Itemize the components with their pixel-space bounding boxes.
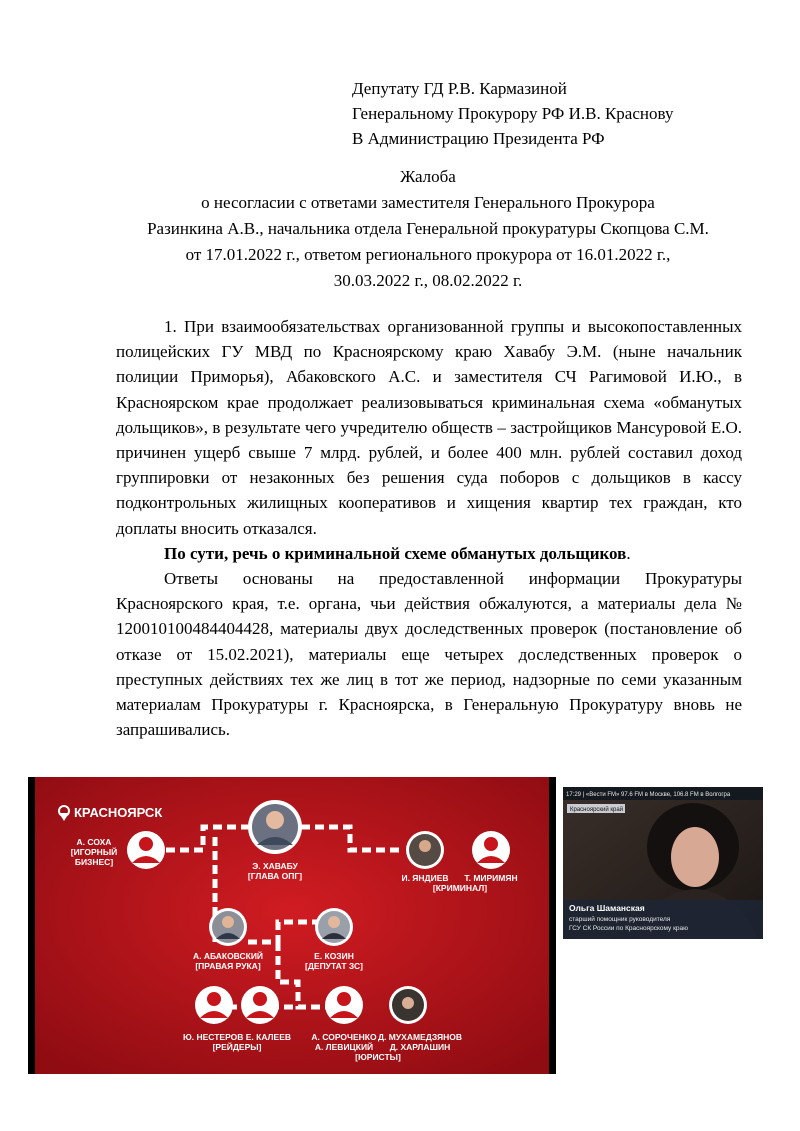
avatar-sorochenko xyxy=(325,986,363,1024)
addressee-line: Генеральному Прокурору РФ И.В. Краснову xyxy=(352,104,674,123)
label-mirimyan: [КРИМИНАЛ] xyxy=(432,883,488,893)
paragraph-2-end: . xyxy=(626,543,631,563)
tv-tag: Красноярский край xyxy=(570,807,624,813)
complaint-body xyxy=(116,314,742,742)
title-line: 30.03.2022 г., 08.02.2022 г. xyxy=(333,271,523,290)
addressee-block xyxy=(352,76,673,151)
label-soha: БИЗНЕС] xyxy=(74,857,114,867)
label-lawyers: [ЮРИСТЫ] xyxy=(355,1052,401,1062)
label-kozin: [ДЕПУТАТ ЗС] xyxy=(305,961,363,971)
paragraph-2 xyxy=(116,541,742,566)
label-sorochenko: А. ЛЕВИЦКИЙ xyxy=(314,1042,374,1052)
label-soha: [ИГОРНЫЙ xyxy=(70,847,118,857)
avatar-havabu xyxy=(248,800,302,854)
org-scheme-image xyxy=(28,777,556,1074)
avatar-nesterov xyxy=(195,986,233,1024)
paragraph-2-text: По сути, речь о криминальной схеме обманутых дольщиков xyxy=(164,543,627,563)
addressee-line: Депутату ГД Р.В. Кармазиной xyxy=(352,79,567,98)
tv-screenshot-image xyxy=(563,787,763,939)
title-heading: Жалоба xyxy=(400,167,456,186)
tv-screenshot-svg xyxy=(563,787,763,939)
tv-caption: ГСУ СК России по Красноярскому краю xyxy=(569,925,689,932)
label-nesterov: Ю. НЕСТЕРОВ Е. КАЛЕЕВ xyxy=(182,1032,292,1042)
avatar-muhamedzyanov xyxy=(389,986,427,1024)
avatar-yandiev xyxy=(406,831,444,869)
tv-ticker: 17:29 | «Вести FM» 97.6 FM в Москве, 106.8 FM в Волгогра xyxy=(566,792,731,798)
avatar-soha xyxy=(127,831,165,869)
label-muhamedzyanov: Д. МУХАМЕДЗЯНОВ xyxy=(378,1032,462,1042)
avatar-mirimyan xyxy=(472,831,510,869)
label-muhamedzyanov: Д. ХАРЛАШИН xyxy=(389,1042,451,1052)
org-scheme-svg xyxy=(28,777,556,1074)
region-label: КРАСНОЯРСК xyxy=(74,805,163,820)
label-havabu: [ГЛАВА ОПГ] xyxy=(247,871,303,881)
label-abakovsky: [ПРАВАЯ РУКА] xyxy=(195,961,261,971)
paragraph-1: 1. При взаимообязательствах организованной группы и высокопоставленных полицейских ГУ МВД по Красноярскому краю Хавабу Э.М. (ныне начальник полиции Приморья), Абаковского А.С. и заместителя СЧ Рагимовой И.Ю., в Красноярском крае продолжает реализовываться криминальная схема «обманутых дольщиков», в результате чего учредителю обществ – застройщиков Мансуровой Е.О. причинен ущерб свыше 7 млрд. рублей, и более 400 млн. рублей составил доход группировки от незаконных без решения суда поборов с дольщиков в кассу подконтрольных жилищных кооперативов и хищения квартир тех граждан, кто доплаты вносить отказался. xyxy=(116,317,742,538)
addressee-line: В Администрацию Президента РФ xyxy=(352,129,605,148)
label-mirimyan: Т. МИРИМЯН xyxy=(464,873,518,883)
label-nesterov: [РЕЙДЕРЫ] xyxy=(212,1042,262,1052)
label-kozin: Е. КОЗИН xyxy=(314,951,354,961)
avatar-abakovsky xyxy=(209,908,247,946)
document-title xyxy=(100,164,756,294)
label-yandiev: И. ЯНДИЕВ xyxy=(401,873,449,883)
title-line: от 17.01.2022 г., ответом регионального прокурора от 16.01.2022 г., xyxy=(185,245,671,264)
paragraph-3: Ответы основаны на предоставленной информации Прокуратуры Красноярского края, т.е. органа, чьи действия обжалуются, а материалы дела № 120010100484404428, материалы двух доследственных проверок (постановление об отказе от 15.02.2021), материалы еще четырех доследственных проверок о преступных действиях тех же лиц в тот же период, надзорные по семи указанным материалам Прокуратуры г. Красноярска, в Генеральную Прокуратуру вновь не запрашивались. xyxy=(116,569,742,740)
label-abakovsky: А. АБАКОВСКИЙ xyxy=(192,951,264,961)
label-soha: А. СОХА xyxy=(76,837,112,847)
tv-name: Ольга Шаманская xyxy=(569,903,645,913)
avatar-kaleev xyxy=(241,986,279,1024)
title-line: Разинкина А.В., начальника отдела Генеральной прокуратуры Скопцова С.М. xyxy=(147,219,709,238)
avatar-kozin xyxy=(315,908,353,946)
label-sorochenko: А. СОРОЧЕНКО xyxy=(311,1032,377,1042)
title-line: о несогласии с ответами заместителя Генерального Прокурора xyxy=(201,193,655,212)
tv-caption: старший помощник руководителя xyxy=(569,916,671,923)
label-havabu: Э. ХАВАБУ xyxy=(252,861,298,871)
